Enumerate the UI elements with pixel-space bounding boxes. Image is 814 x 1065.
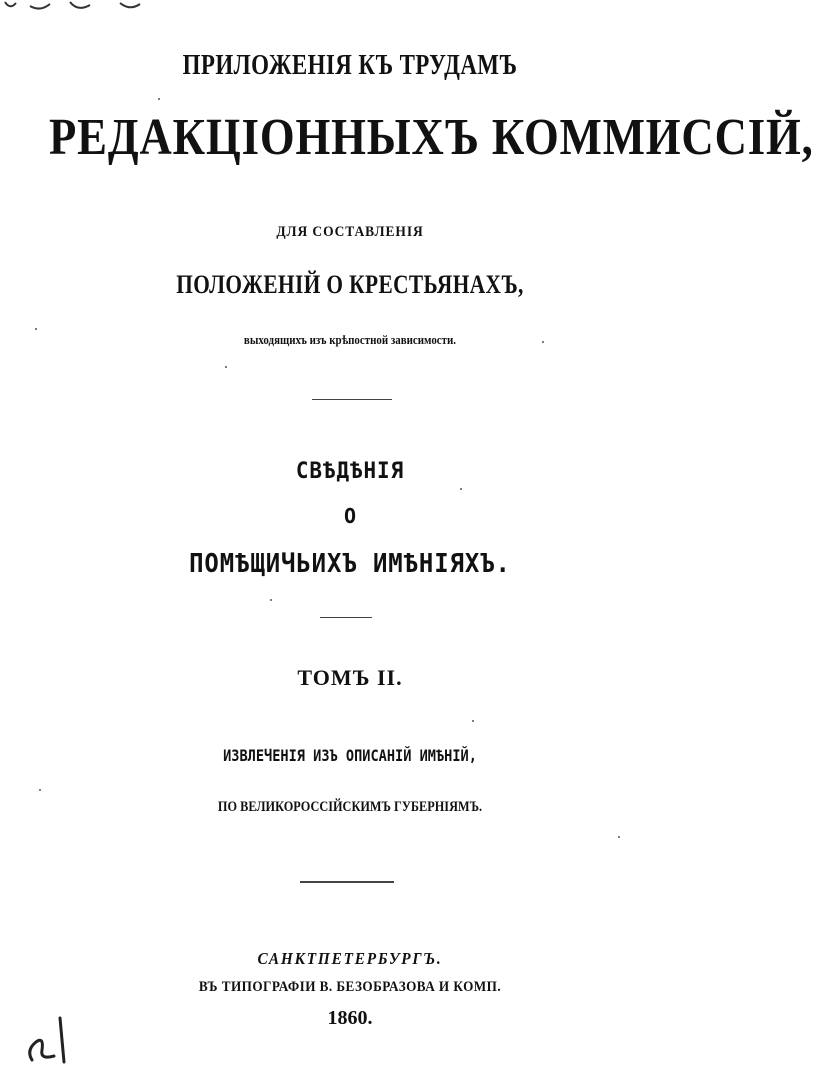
extracts-line: ИЗВЛЕЧЕНІЯ ИЗЪ ОПИСАНІЙ ИМѢНІЙ,: [223, 746, 477, 765]
divider-rule: [300, 881, 394, 883]
info-line: СВѢДѢНІЯ: [295, 459, 405, 484]
scan-speck: [618, 836, 620, 838]
provinces-line: ПО ВЕЛИКОРОССІЙСКИМЪ ГУБЕРНІЯМЪ.: [217, 799, 483, 815]
estates-line: ПОМѢЩИЧЬИХЪ ИМѢНІЯХЪ.: [189, 549, 511, 579]
provisions-line: ПОЛОЖЕНІЙ О КРЕСТЬЯНАХЪ,: [176, 270, 524, 299]
appendix-line: ПРИЛОЖЕНІЯ КЪ ТРУДАМЪ: [182, 50, 518, 81]
printer-line: ВЪ ТИПОГРАФІИ В. БЕЗОБРАЗОВА И КОМП.: [198, 979, 502, 995]
scan-speck: [472, 720, 474, 722]
handwritten-top-mark: [0, 0, 160, 14]
emancipation-line: выходящихъ изъ крѣпостной зависимости.: [243, 332, 457, 347]
handwritten-number-mark: [20, 1010, 80, 1065]
scan-speck: [39, 789, 41, 791]
divider-rule: [312, 399, 392, 400]
purpose-line: ДЛЯ СОСТАВЛЕНІЯ: [276, 224, 424, 240]
divider-rule: [320, 617, 372, 618]
main-title: РЕДАКЦІОННЫХЪ КОММИССІЙ,: [49, 109, 814, 166]
year-line: 1860.: [327, 1007, 373, 1029]
scan-speck: [542, 341, 544, 343]
volume-line: ТОМЪ II.: [297, 665, 403, 690]
city-line: САНКТПЕТЕРБУРГЪ.: [257, 949, 443, 968]
scan-speck: [225, 366, 227, 368]
scan-speck: [158, 98, 160, 100]
scan-speck: [35, 328, 37, 330]
of-line: О: [343, 504, 357, 528]
scan-speck: [270, 599, 272, 601]
scan-speck: [460, 488, 462, 490]
